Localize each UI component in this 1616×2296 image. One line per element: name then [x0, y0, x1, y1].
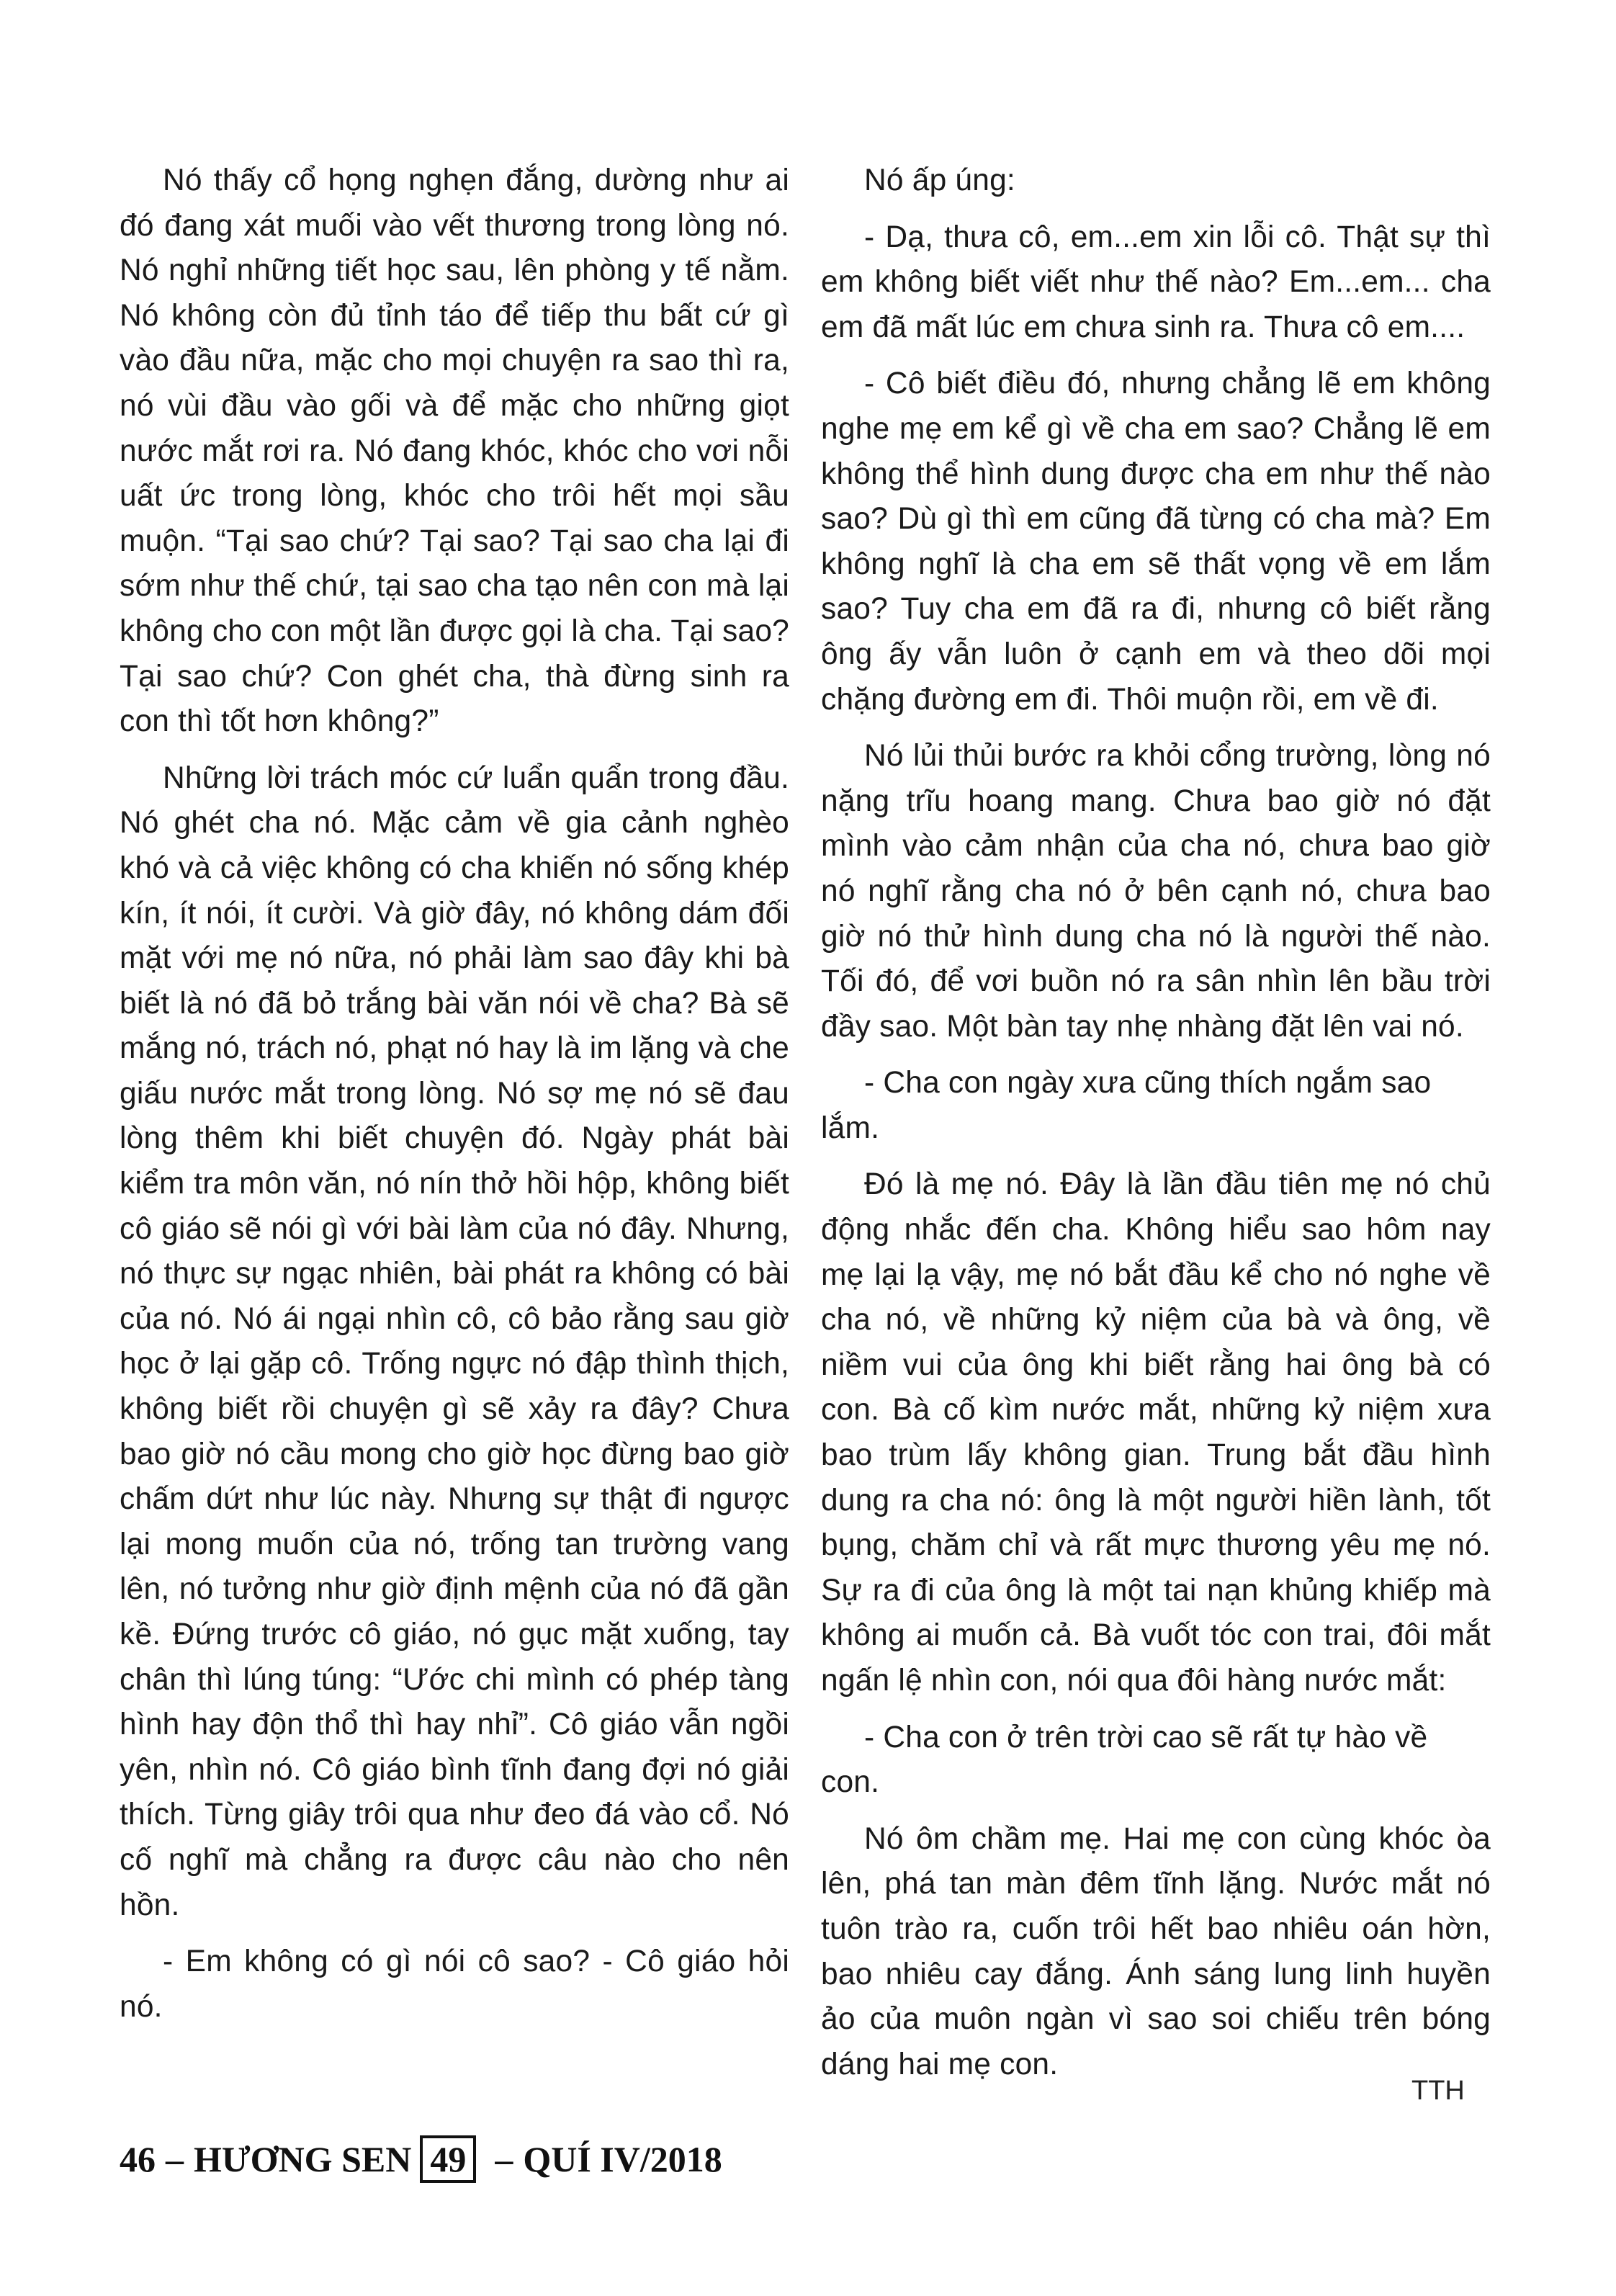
paragraph: Nó ôm chầm mẹ. Hai mẹ con cùng khóc òa lên, phá tan màn đêm tĩnh lặng. Nước mắt nó tuôn trào ra, cuốn trôi hết bao nhiêu oán hờn, bao nhiêu cay đắng. Ánh sáng lung linh huyền ảo của muôn ngàn vì sao soi chiếu trên bóng dáng hai mẹ con.: [821, 1821, 1491, 2081]
paragraph: - Cô biết điều đó, nhưng chẳng lẽ em không nghe mẹ em kể gì về cha em sao? Chẳng lẽ em không thể hình dung được cha em như thế nào sao? Dù gì thì em cũng đã từng có cha mà? Em không nghĩ là cha em sẽ thất vọng về em lắm sao? Tuy cha em đã ra đi, nhưng cô biết rằng ông ấy vẫn luôn ở cạnh em và theo dõi mọi chặng đường em đi. Thôi muộn rồi, em về đi.: [821, 367, 1491, 717]
magazine-title: HƯƠNG SEN: [194, 2139, 412, 2179]
paragraph: Nó lủi thủi bước ra khỏi cổng trường, lòng nó nặng trĩu hoang mang. Chưa bao giờ nó đặt mình vào cảm nhận của cha nó, chưa bao giờ nó nghĩ rằng cha nó ở bên cạnh nó, chưa bao giờ nó thử hình dung cha nó là người thế nào. Tối đó, để vơi buồn nó ra sân nhìn lên bầu trời đầy sao. Một bàn tay nhẹ nhàng đặt lên vai nó.: [821, 739, 1491, 1044]
page-footer: [120, 2130, 722, 2188]
paragraph: - Cha con ngày xưa cũng thích ngắm sao lắm.: [821, 1066, 1432, 1145]
page-number: 46: [120, 2139, 156, 2179]
paragraph: - Em không có gì nói cô sao? - Cô giáo hỏi nó.: [120, 1945, 789, 2024]
issue-period: QUÍ IV/2018: [523, 2139, 722, 2179]
footer-dash: –: [495, 2139, 513, 2179]
author-signature: TTH: [1411, 2076, 1465, 2106]
footer-dash: –: [166, 2139, 184, 2179]
paragraph: - Cha con ở trên trời cao sẽ rất tự hào về con.: [821, 1720, 1428, 1800]
paragraph: Nó thấy cổ họng nghẹn đắng, dường như ai đó đang xát muối vào vết thương trong lòng nó. Nó nghỉ những tiết học sau, lên phòng y tế nằm. Nó không còn đủ tỉnh táo để tiếp thu bất cứ gì vào đầu nữa, mặc cho mọi chuyện ra sao thì ra, nó vùi đầu vào gối và để mặc cho những giọt nước mắt rơi ra. Nó đang khóc, khóc cho vơi nỗi uất ức trong lòng, khóc cho trôi hết mọi sầu muộn. “Tại sao chứ? Tại sao? Tại sao cha lại đi sớm như thế chứ, tại sao cha tạo nên con mà lại không cho con một lần được gọi là cha. Tại sao? Tại sao chứ? Con ghét cha, thà đừng sinh ra con thì tốt hơn không?”: [120, 163, 789, 739]
left-column: [120, 158, 789, 2041]
issue-number: 49: [420, 2135, 476, 2183]
paragraph: Đó là mẹ nó. Đây là lần đầu tiên mẹ nó chủ động nhắc đến cha. Không hiểu sao hôm nay mẹ lại lạ vậy, mẹ nó bắt đầu kể cho nó nghe về cha nó, về những kỷ niệm của bà và ông, về niềm vui của ông khi biết rằng hai ông bà có con. Bà cố kìm nước mắt, những kỷ niệm xưa bao trùm lấy không gian. Trung bắt đầu hình dung ra cha nó: ông là một người hiền lành, tốt bụng, chăm chỉ và rất mực thương yêu mẹ nó. Sự ra đi của ông là một tai nạn khủng khiếp mà không ai muốn cả. Bà vuốt tóc con trai, đôi mắt ngấn lệ nhìn con, nói qua đôi hàng nước mắt:: [821, 1167, 1491, 1698]
paragraph: Nó ấp úng:: [864, 163, 1015, 197]
right-column: [821, 158, 1491, 2099]
paragraph: Những lời trách móc cứ luẩn quẩn trong đầu. Nó ghét cha nó. Mặc cảm về gia cảnh nghèo khó và cả việc không có cha khiến nó sống khép kín, ít nói, ít cười. Và giờ đây, nó không dám đối mặt với mẹ nó nữa, nó phải làm sao đây khi bà biết là nó đã bỏ trắng bài văn nói về cha? Bà sẽ mắng nó, trách nó, phạt nó hay là im lặng và che giấu nước mắt trong lòng. Nó sợ mẹ nó sẽ đau lòng thêm khi biết chuyện đó. Ngày phát bài kiểm tra môn văn, nó nín thở hồi hộp, không biết cô giáo sẽ nói gì với bài làm của nó đây. Nhưng, nó thực sự ngạc nhiên, bài phát ra không có bài của nó. Nó ái ngại nhìn cô, cô bảo rằng sau giờ học ở lại gặp cô. Trống ngực nó đập thình thịch, không biết rồi chuyện gì sẽ xảy ra đây? Chưa bao giờ nó cầu mong cho giờ học đừng bao giờ chấm dứt như lúc này. Nhưng sự thật đi ngược lại mong muốn của nó, trống tan trường vang lên, nó tưởng như giờ định mệnh của nó đã gần kề. Đứng trước cô giáo, nó gục mặt xuống, tay chân thì lúng túng: “Ước chi mình có phép tàng hình hay độn thổ thì hay nhỉ”. Cô giáo vẫn ngồi yên, nhìn nó. Cô giáo bình tĩnh đang đợi nó giải thích. Từng giây trôi qua như đeo đá vào cổ. Nó cố nghĩ mà chẳng ra được câu nào cho nên hồn.: [120, 761, 789, 1922]
paragraph: - Dạ, thưa cô, em...em xin lỗi cô. Thật sự thì em không biết viết như thế nào? Em...em... cha em đã mất lúc em chưa sinh ra. Thưa cô em....: [821, 220, 1491, 344]
